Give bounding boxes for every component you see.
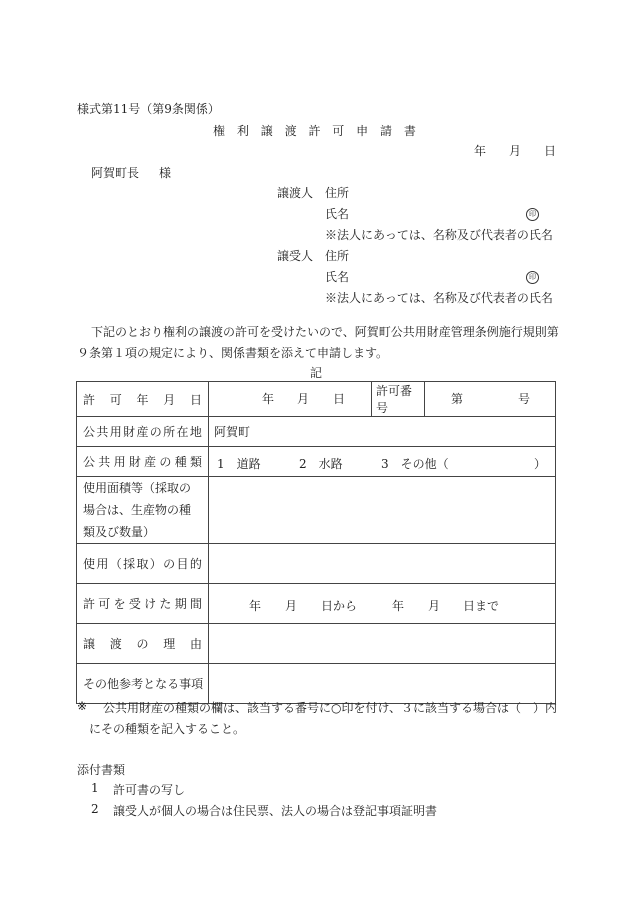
label-char: 許 (83, 597, 96, 611)
label-char: 受 (128, 597, 141, 611)
label-char: 用 (113, 455, 126, 469)
title-char: 請 (380, 124, 393, 138)
label-char: の (95, 677, 108, 691)
attachments-heading: 添付書類 (77, 763, 126, 777)
footnote-mark: ※ (77, 699, 88, 713)
label-char: 期 (174, 597, 187, 611)
title-char: 申 (356, 124, 369, 138)
period-from-year: 年 (249, 599, 262, 613)
label-char: 所 (163, 425, 176, 439)
period-value[interactable] (209, 584, 556, 624)
period-label (77, 584, 209, 624)
label-char: 取 (136, 557, 149, 571)
assignee-label: 譲受人 (277, 249, 314, 263)
document-title (213, 122, 416, 139)
label-char: 間 (189, 597, 202, 611)
assignee-address-label: 住所 (325, 249, 350, 263)
attachment-num: 2 (91, 802, 99, 816)
title-char: 可 (332, 124, 345, 138)
label-char: 的 (189, 557, 202, 571)
label-char: る (167, 677, 180, 691)
permit-date-year: 年 (262, 392, 275, 406)
label-char: 他 (107, 677, 120, 691)
form-number: 様式第11号（第9条関係） (77, 102, 220, 116)
label-char: 許 (83, 392, 96, 407)
label-char: 共 (96, 425, 109, 439)
label-char: 在 (176, 425, 189, 439)
label-char: と (143, 677, 156, 691)
permit-number-go: 号 (518, 392, 531, 406)
other-notes-value[interactable] (209, 664, 556, 704)
assignee-corp-note: ※法人にあっては、名称及び代表者の氏名 (325, 291, 553, 305)
label-char: 月 (163, 392, 176, 407)
table-row (77, 664, 556, 704)
label-char: 採 (123, 557, 136, 571)
label-char: を (113, 597, 126, 611)
permit-date-month: 月 (297, 392, 310, 406)
label-char: 参 (119, 677, 132, 691)
assignee-name-label: 氏名 (325, 270, 350, 284)
title-char: 利 (236, 124, 249, 138)
application-table (76, 381, 556, 704)
label-char: 考 (131, 677, 144, 691)
label-char: 理 (163, 637, 176, 651)
attachment-text: 許可書の写し (113, 783, 186, 797)
assignor-address-label: 住所 (325, 186, 350, 200)
type-options[interactable] (209, 447, 556, 477)
type-option-road[interactable]: 1 道路 (217, 457, 261, 471)
permit-date-value[interactable] (209, 382, 372, 417)
assignor-label: 譲渡人 (277, 186, 314, 200)
type-label (77, 447, 209, 477)
table-row (77, 624, 556, 664)
table-row (77, 477, 556, 544)
assignor-seal (526, 205, 539, 221)
other-notes-label (77, 664, 209, 704)
date-year: 年 (474, 144, 487, 158)
title-char: 権 (213, 124, 226, 138)
type-option-waterway[interactable]: 2 水路 (299, 457, 343, 471)
label-char: 可 (98, 597, 111, 611)
label-char: 目 (176, 557, 189, 571)
permit-date-label (77, 382, 209, 417)
label-char: 渡 (109, 637, 122, 651)
label-char: 類 (189, 455, 202, 469)
label-char: 公 (83, 425, 96, 439)
permit-number-value[interactable] (425, 382, 556, 417)
label-char: 用 (109, 425, 122, 439)
body-line-2: ９条第１項の規定により、関係書類を添えて申請します。 (77, 346, 389, 360)
label-char: 可 (109, 392, 122, 407)
label-char: 種 (174, 455, 187, 469)
footnote-line-2: にその種類を記入すること。 (89, 722, 246, 736)
permit-number-dai: 第 (451, 392, 464, 406)
label-char: 事 (179, 677, 192, 691)
period-from-day: 日から (321, 599, 358, 613)
label-char: 用 (96, 557, 109, 571)
location-label (77, 417, 209, 447)
label-char: 公 (83, 455, 96, 469)
label-char: の (163, 557, 176, 571)
label-char: 日 (189, 392, 202, 407)
title-char: 渡 (284, 124, 297, 138)
purpose-label (77, 544, 209, 584)
location-value[interactable]: 阿賀町 (209, 417, 556, 447)
table-row (77, 417, 556, 447)
period-to-day: 日まで (463, 599, 500, 613)
body-line-1: 下記のとおり権利の譲渡の許可を受けたいので、阿賀町公共用財産管理条例施行規則第 (91, 325, 559, 339)
table-row (77, 584, 556, 624)
period-to-month: 月 (428, 599, 441, 613)
label-char: 地 (189, 425, 202, 439)
date-month: 月 (509, 144, 522, 158)
reason-value[interactable] (209, 624, 556, 664)
attachment-text: 譲受人が個人の場合は住民票、法人の場合は登記事項証明書 (113, 804, 438, 818)
title-char: 書 (403, 124, 416, 138)
table-row (77, 544, 556, 584)
seal-mark: 印 (526, 271, 539, 284)
label-char: け (144, 597, 157, 611)
title-char: 譲 (260, 124, 273, 138)
title-char: 許 (308, 124, 321, 138)
attachment-num: 1 (91, 781, 99, 795)
purpose-value[interactable] (209, 544, 556, 584)
label-char: （ (109, 557, 122, 571)
type-option-close-paren: ） (534, 457, 547, 471)
period-to-year: 年 (392, 599, 405, 613)
table-row (77, 382, 556, 417)
label-char: 産 (144, 455, 157, 469)
label-char: 由 (189, 637, 202, 651)
area-label: 使用面積等（採取の場合は、生産物の種類及び数量） (77, 477, 209, 544)
label-char: の (136, 637, 149, 651)
reason-label (77, 624, 209, 664)
period-from-month: 月 (285, 599, 298, 613)
date-day: 日 (544, 144, 557, 158)
permit-number-label: 許可番号 (372, 382, 425, 417)
table-row (77, 447, 556, 477)
permit-date-day: 日 (333, 392, 346, 406)
label-char: な (155, 677, 168, 691)
label-char: 財 (123, 425, 136, 439)
label-char: 共 (98, 455, 111, 469)
label-char: そ (83, 677, 96, 691)
label-char: た (159, 597, 172, 611)
label-char: の (159, 455, 172, 469)
assignor-corp-note: ※法人にあっては、名称及び代表者の氏名 (325, 228, 553, 242)
label-char: 使 (83, 557, 96, 571)
label-char: 産 (136, 425, 149, 439)
type-option-other[interactable]: 3 その他（ (381, 457, 449, 471)
label-char: 年 (136, 392, 149, 407)
label-char: 譲 (83, 637, 96, 651)
label-char: ） (149, 557, 162, 571)
footnote-line-1: 公共用財産の種類の欄は、該当する番号に○印を付け、３に該当する場合は（ ）内 (103, 701, 557, 715)
recipient: 阿賀町長 (91, 166, 140, 180)
label-char: 項 (191, 677, 204, 691)
ki-heading: 記 (310, 366, 323, 380)
assignor-name-label: 氏名 (325, 207, 350, 221)
label-char: の (149, 425, 162, 439)
label-char: 財 (128, 455, 141, 469)
area-value[interactable] (209, 477, 556, 544)
honorific: 様 (159, 166, 172, 180)
seal-mark: 印 (526, 208, 539, 221)
assignee-seal (526, 268, 539, 284)
